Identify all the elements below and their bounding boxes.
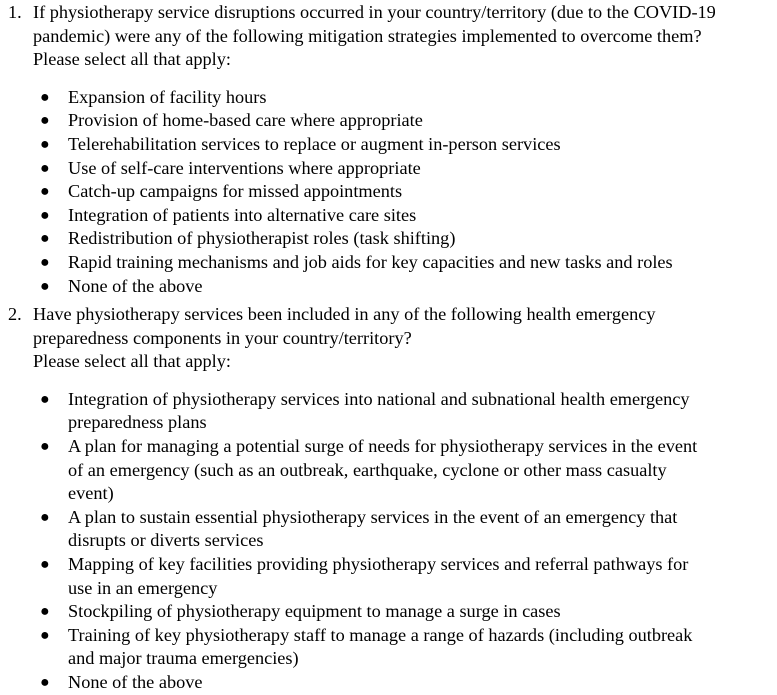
question-2 bbox=[8, 303, 773, 695]
bullet-icon: ● bbox=[40, 673, 50, 691]
question-text: pandemic) were any of the following mitigation strategies implemented to overcome them? bbox=[33, 25, 702, 46]
option-list bbox=[8, 388, 773, 695]
bullet-icon: ● bbox=[40, 555, 50, 573]
option-text: Expansion of facility hours bbox=[68, 86, 267, 107]
bullet-icon: ● bbox=[40, 112, 50, 130]
option-text: None of the above bbox=[68, 671, 203, 692]
bullet-icon: ● bbox=[40, 183, 50, 201]
option-text: Integration of physiotherapy services into national and subnational health emergency bbox=[68, 388, 690, 409]
option-text: None of the above bbox=[68, 275, 203, 296]
option-text: preparedness plans bbox=[68, 412, 207, 433]
option-text: Mapping of key facilities providing physiotherapy services and referral pathways for bbox=[68, 553, 689, 574]
option-text: Provision of home-based care where appropriate bbox=[68, 110, 423, 131]
bullet-icon: ● bbox=[40, 159, 50, 177]
bullet-icon: ● bbox=[40, 626, 50, 644]
option-text: Telerehabilitation services to replace or augment in-person services bbox=[68, 133, 561, 154]
bullet-icon: ● bbox=[40, 206, 50, 224]
option-list bbox=[8, 86, 773, 298]
option-text: and major trauma emergencies) bbox=[68, 648, 299, 669]
bullet-icon: ● bbox=[40, 437, 50, 455]
option-text: A plan to sustain essential physiotherapy services in the event of an emergency that bbox=[68, 506, 678, 527]
option-text: Catch-up campaigns for missed appointments bbox=[68, 181, 403, 202]
option-text: disrupts or diverts services bbox=[68, 530, 264, 551]
option-text: Stockpiling of physiotherapy equipment to manage a surge in cases bbox=[68, 601, 561, 622]
list-item bbox=[8, 157, 773, 181]
question-number: 2. bbox=[8, 304, 22, 324]
question-text: If physiotherapy service disruptions occurred in your country/territory (due to the COVID-19 bbox=[33, 2, 716, 22]
list-item bbox=[8, 227, 773, 251]
list-item bbox=[8, 251, 773, 275]
list-item bbox=[8, 86, 773, 110]
question-text: Have physiotherapy services been included in any of the following health emergency bbox=[33, 304, 656, 324]
option-text: Rapid training mechanisms and job aids for key capacities and new tasks and roles bbox=[68, 251, 673, 272]
list-item bbox=[8, 506, 773, 553]
question-text: preparedness components in your country/territory? bbox=[33, 327, 412, 348]
option-text: Redistribution of physiotherapist roles (task shifting) bbox=[68, 228, 456, 249]
option-text: Use of self-care interventions where appropriate bbox=[68, 157, 421, 178]
option-text: event) bbox=[68, 483, 114, 504]
list-item bbox=[8, 180, 773, 204]
question-number: 1. bbox=[8, 2, 22, 22]
bullet-icon: ● bbox=[40, 135, 50, 153]
list-item bbox=[8, 109, 773, 133]
list-item bbox=[8, 435, 773, 506]
instruction: Please select all that apply: bbox=[33, 351, 231, 372]
option-text: Training of key physiotherapy staff to manage a range of hazards (including outbreak bbox=[68, 624, 693, 645]
option-text: A plan for managing a potential surge of needs for physiotherapy services in the event bbox=[68, 435, 698, 456]
option-text: Integration of patients into alternative care sites bbox=[68, 204, 417, 225]
bullet-icon: ● bbox=[40, 88, 50, 106]
bullet-icon: ● bbox=[40, 253, 50, 271]
option-text: of an emergency (such as an outbreak, earthquake, cyclone or other mass casualty bbox=[68, 459, 667, 480]
bullet-icon: ● bbox=[40, 508, 50, 526]
list-item bbox=[8, 275, 773, 299]
bullet-icon: ● bbox=[40, 603, 50, 621]
bullet-icon: ● bbox=[40, 230, 50, 248]
list-item bbox=[8, 624, 773, 671]
option-text: use in an emergency bbox=[68, 577, 218, 598]
list-item bbox=[8, 388, 773, 435]
list-item bbox=[8, 204, 773, 228]
bullet-icon: ● bbox=[40, 390, 50, 408]
list-item bbox=[8, 133, 773, 157]
question-1 bbox=[8, 1, 773, 298]
list-item bbox=[8, 600, 773, 624]
bullet-icon: ● bbox=[40, 277, 50, 295]
list-item bbox=[8, 553, 773, 600]
instruction: Please select all that apply: bbox=[33, 49, 231, 70]
